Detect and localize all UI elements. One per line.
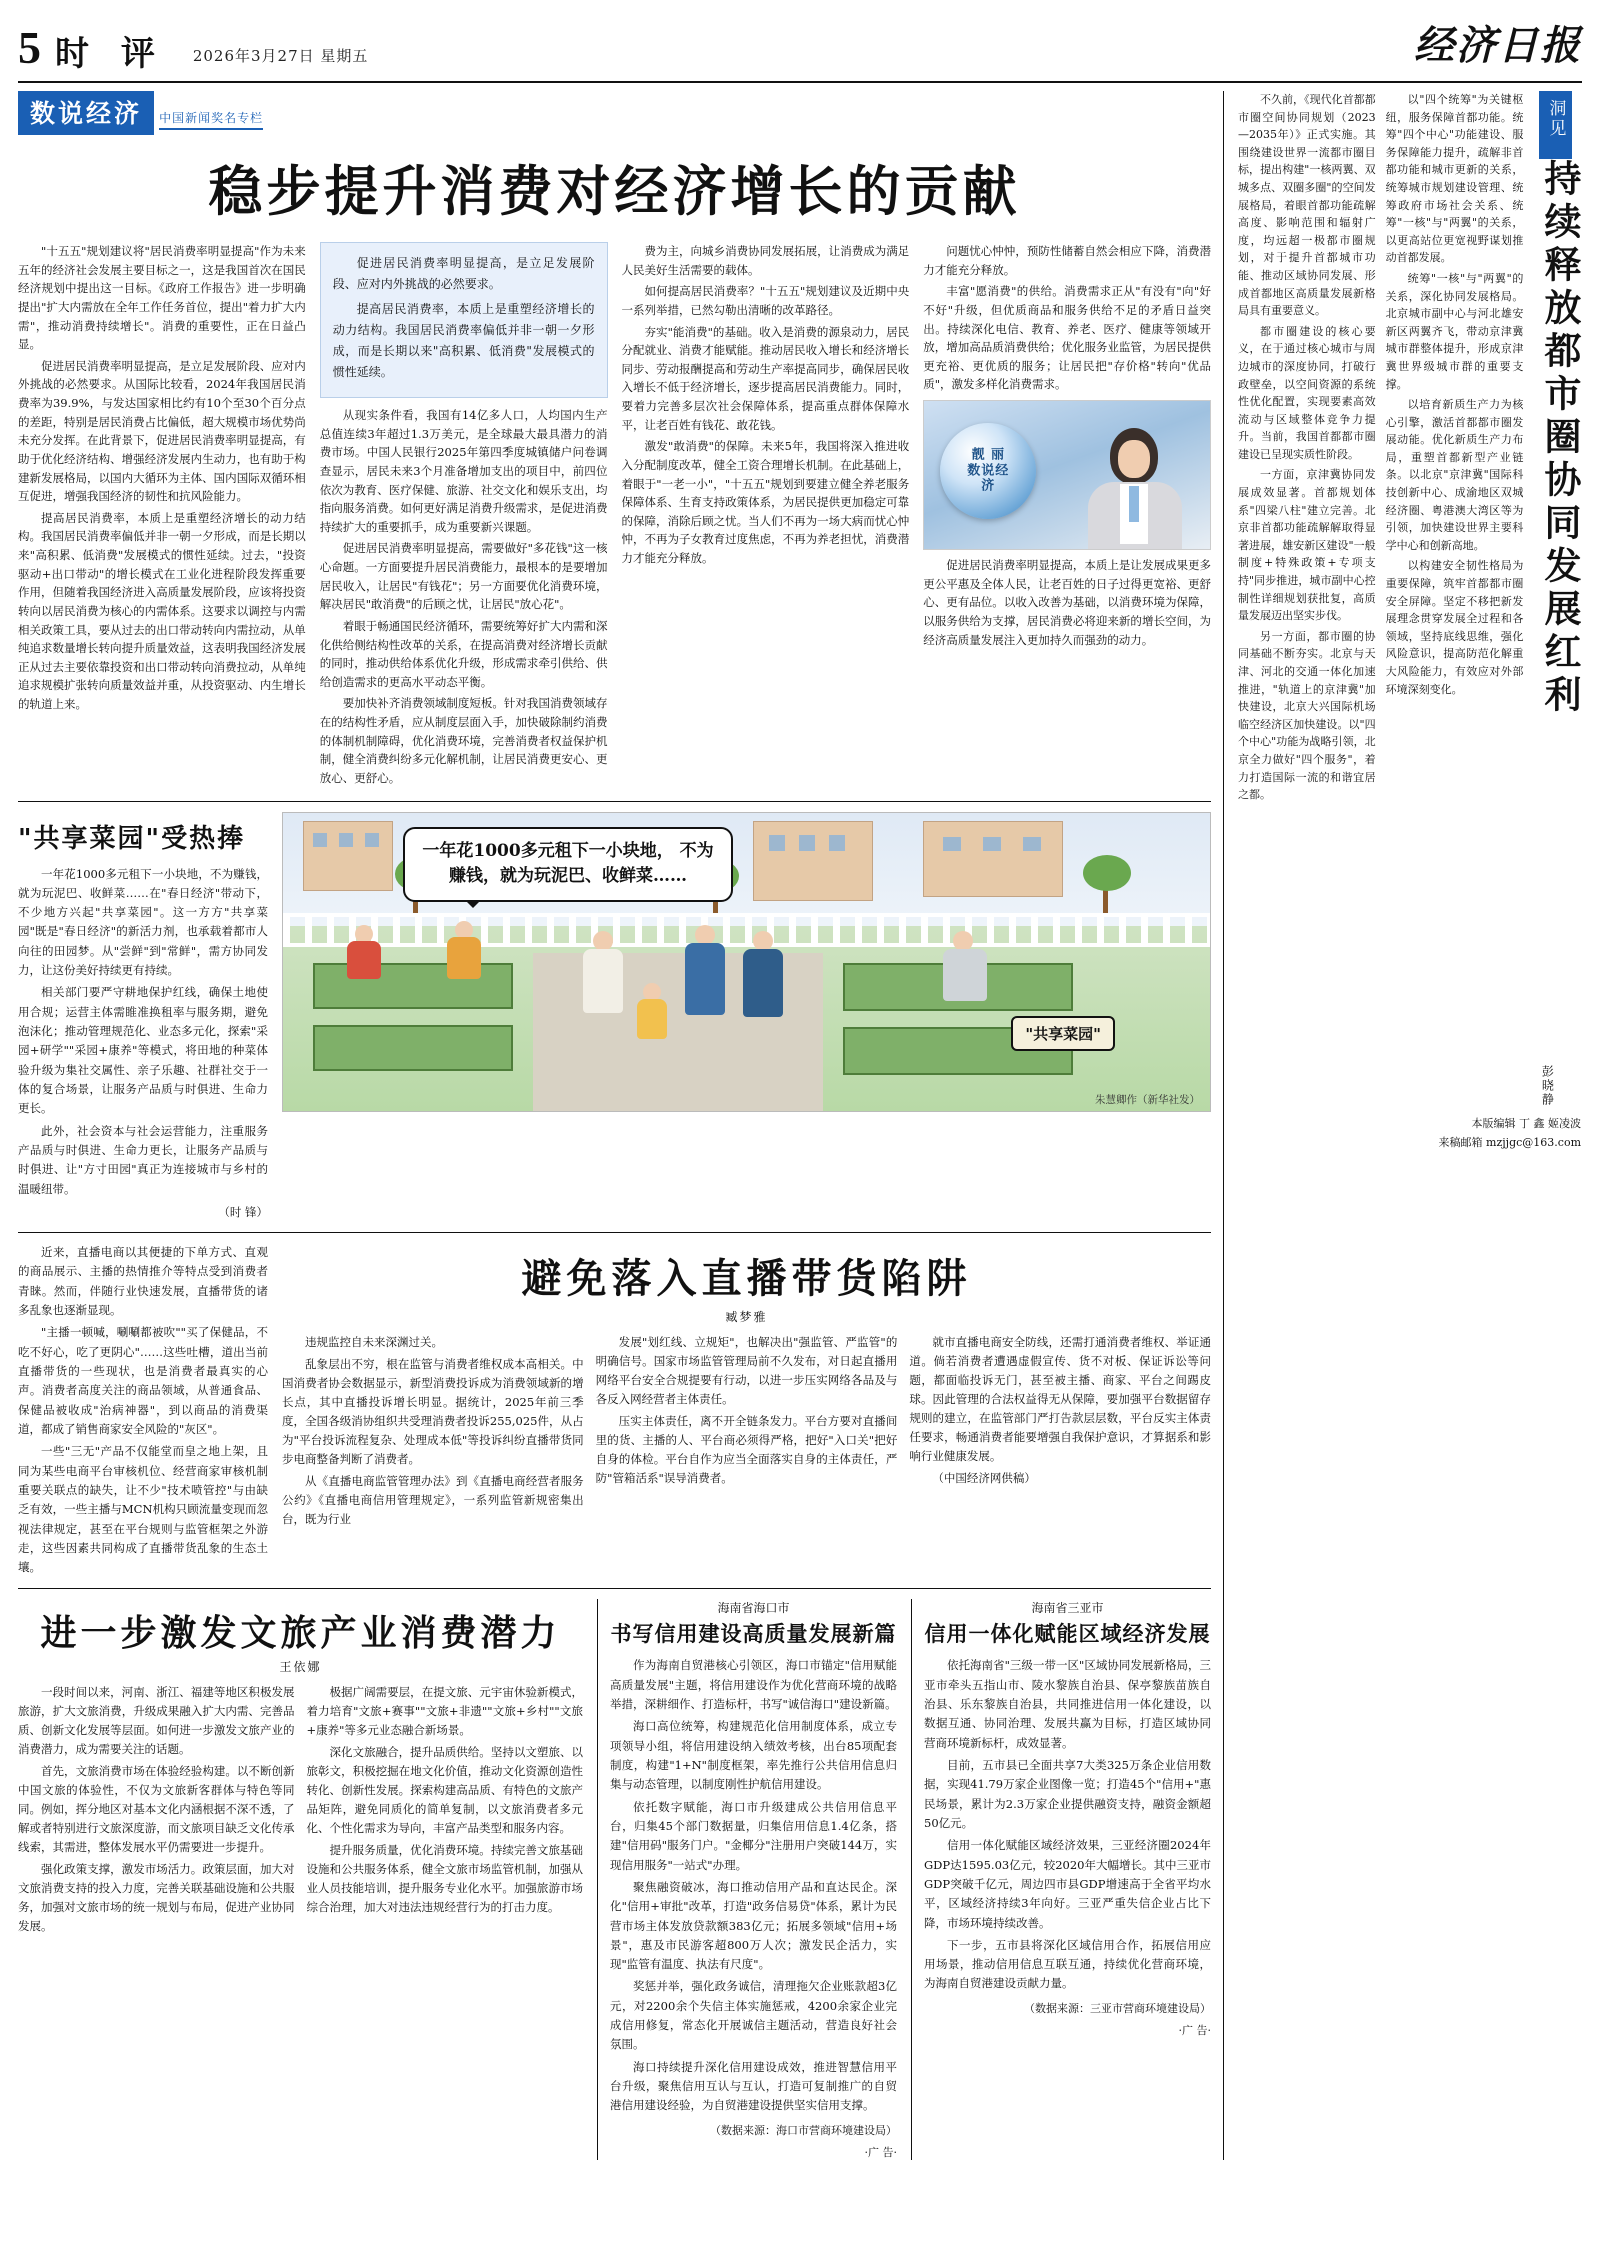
lead-c4-p1: 问题忧心忡忡，预防性储蓄自然会相应下降，消费潜力才能充分释放。 bbox=[923, 244, 1211, 277]
insight-article bbox=[1238, 91, 1581, 1107]
figure-body bbox=[943, 949, 987, 1001]
live-lead-p3: 一些"三无"产品不仅能堂而皇之地上架，且同为某些电商平台审核机位、经营商家审核机制重要关联点的缺失，让不少"技术喷管控"与由缺乏有效，一些主播与MCN机构只顾流量变现而忽视法律规定，甚至在平台规则与监管框架之外游走，这些因素共同构成了直播带货乱象的生态土壤。 bbox=[18, 1444, 268, 1575]
haikou-p2: 海口高位统筹，构建规范化信用制度体系，成立专项领导小组，将信用建设纳入绩效考核，出台85项配套制度，构建"1+N"制度框架，率先推行公共信用信息归集与动态管理，以制度刚性护航信用建设。 bbox=[610, 1719, 897, 1792]
page-body bbox=[18, 91, 1582, 2160]
insight-columns bbox=[1238, 91, 1523, 807]
sanya-title: 信用一体化赋能区域经济发展 bbox=[924, 1621, 1211, 1647]
haikou-source: （数据来源：海口市营商环境建设局） bbox=[710, 2123, 897, 2137]
figure-head bbox=[695, 925, 715, 945]
garden-p3: 此外，社会资本与社会运营能力，注重服务产品质与时俱进、生命力更长，让服务产品质与时俱进、让"方寸田园"真正为连接城市与乡村的温暖纽带。 bbox=[18, 1123, 268, 1196]
paper-name: 经济日报 bbox=[1414, 22, 1582, 69]
insight-headline: 持续释放都市圈协同发展红利 bbox=[1538, 159, 1582, 718]
live-c2-p2: 压实主体责任，离不开全链条发力。平台方要对直播间里的货、主播的人、平台商必须得严格，把好"入口关"把好自身的体检。平台自作为应当全面落实自身的主体责任，严防"管箱活系"误导消费者。 bbox=[595, 1414, 898, 1485]
haikou-body bbox=[610, 1656, 897, 2115]
livestream-title: 避免落入直播带货陷阱 bbox=[521, 1255, 972, 1303]
haikou-advertorial bbox=[597, 1599, 897, 2159]
live-lead-p1: 近来，直播电商以其便捷的下单方式、直观的商品展示、主播的热情推介等特点受到消费者青睐。然而，伴随行业快速发展，直播带货的诸多乱象也逐渐显现。 bbox=[18, 1245, 268, 1318]
paper-masthead bbox=[1414, 14, 1582, 71]
sanya-city: 海南省三亚市 bbox=[1031, 1601, 1104, 1616]
submission-email: 来稿邮箱 mzjjgc@163.com bbox=[1438, 1135, 1581, 1149]
window-8 bbox=[983, 837, 1001, 851]
bottom-section bbox=[18, 1588, 1211, 2159]
lead-c2-p2: 促进居民消费率明显提高，需要做好"多花钱"这一核心命题。一方面要提升居民消费能力，最根本的是要增加居民收入，让居民"有钱花"；另一方面要优化消费环境，解决居民"敢消费"的后顾之忧，让居民"放心花"。 bbox=[319, 541, 608, 612]
haikou-p5: 奖惩并举，强化政务诚信，清理拖欠企业账款超3亿元，对2200余个失信主体实施惩戒，4200余家企业完成信用修复，常态化开展诚信主题活动，营造良好社会氛围。 bbox=[610, 1979, 897, 2052]
figure-head bbox=[753, 931, 773, 951]
garden-section bbox=[18, 812, 1211, 1223]
lead-col-3 bbox=[622, 242, 910, 791]
sanya-p4: 下一步，五市县将深化区域信用合作，拓展信用应用场景，推动信用信息互联互通，持续优化营商环境，为海南自贸港建设贡献力量。 bbox=[924, 1937, 1211, 1991]
lead-col-1 bbox=[18, 242, 306, 791]
haikou-city: 海南省海口市 bbox=[717, 1601, 790, 1616]
cul-c1-p2: 首先，文旅消费市场在体验经验构建。以不断创新中国文旅的体验性，不仅为文旅新客群体与特色等同同。例如，挥分地区对基本文化内涵根据不深不透，了解或者特别进行文旅深度游，而文旅项目缺乏文化传承线索，其需进，整体发展水平仍需要进一步提升。 bbox=[18, 1764, 295, 1855]
insight-stamp: 洞见 bbox=[1539, 91, 1572, 159]
garden-illustration bbox=[282, 812, 1211, 1223]
sanya-ad-label: ·广 告· bbox=[1178, 2023, 1211, 2037]
figure-body bbox=[685, 943, 725, 1015]
masthead bbox=[18, 14, 1582, 77]
livestream-section bbox=[18, 1243, 1211, 1580]
haikou-p1: 作为海南自贸港核心引领区，海口市锚定"信用赋能高质量发展"主题，将信用建设作为优化营商环境的战略举措，深耕细作、打造标杆，书写"诚信海口"建设新篇。 bbox=[610, 1658, 897, 1712]
culture-byline: 王依娜 bbox=[279, 1660, 322, 1675]
culture-article bbox=[18, 1599, 583, 2159]
globe-label: 靓 丽 数说经济 bbox=[967, 447, 1010, 494]
insight-col-1 bbox=[1238, 91, 1376, 807]
lead-headline: 稳步提升消费对经济增长的贡献 bbox=[208, 159, 1021, 223]
live-c1-p3: 从《直播电商监管管理办法》到《直播电商经营者服务公约》《直播电商信用管理规定》，一系列监管新规密集出台，既为行业 bbox=[282, 1473, 584, 1526]
right-column bbox=[1223, 91, 1581, 2160]
window-2 bbox=[339, 833, 353, 847]
divider-1 bbox=[18, 801, 1211, 802]
lead-p2: 促进居民消费率明显提高，是立足发展阶段、应对内外挑战的必然要求。从国际比较看，2024年我国居民消费率为39.9%，与发达国家相比约有10个至30个百分点的差距，特别是居民消费占比偏低，超大规模市场优势尚未充分发挥。在此背景下，促进居民消费率明显提高，有助于优化经济结构、增强经济发展内生动力，也有助于构建新发展格局，以国内大循环为主体、国内国际双循环相互促进，增强我国经济的韧性和抗风险能力。 bbox=[18, 358, 306, 504]
editor-line: 本版编辑 丁 鑫 姬凌波 bbox=[1471, 1117, 1581, 1130]
live-lead-p2: "主播一顿喊，唰唰都被吹""买了保健品，不吃不好心，吃了更阴心"……这些吐槽，道出当前直播带货的一些现状，也是消费者最真实的心声。消费者高度关注的商品领域，从普通食品、保健品被收成"治病神器"，到以商品的消费渠道，都成了销售商家安全风险的"灰区"。 bbox=[18, 1325, 268, 1436]
garden-sign: （时 锋） bbox=[218, 1204, 268, 1219]
sanya-advertorial bbox=[911, 1599, 1211, 2159]
lead-p3: 提高居民消费率，本质上是重塑经济增长的动力结构。我国居民消费率偏低并非一朝一夕形成，而是长期以来"高积累、低消费"发展模式的惯性延续。过去，"投资驱动+出口带动"的增长模式在工业化进程阶段发挥重要作用，但随着我国经济进入高质量发展阶段，应该将投资转向以居民消费为核心的内需体系。这要求以调控与内需相关政策工具，要从过去的出口带动转向内需拉动，从单纯追求数量增长转向提升质量效益，这表明我国经济发展正从过去主要依靠投资和出口带动转向消费拉动，从单纯追求规模扩张转向质量效益并重，从投资驱动、内生增长的轨道上来。 bbox=[18, 510, 306, 711]
lead-box-p1: 促进居民消费率明显提高，是立足发展阶段、应对内外挑战的必然要求。 bbox=[332, 256, 595, 291]
live-col-3 bbox=[909, 1333, 1211, 1532]
lead-col-2 bbox=[320, 242, 608, 791]
ins-c1-p1: 不久前，《现代化首都都市圈空间协同规划（2023—2035年）》正式实施。其围绕建设世界一流都市圈目标，提出构建"一核两翼、双城多点、双圈多圈"的空间发展格局，着眼首都功能疏解高度、影响范围和辐射广度，均远超一极都市圈规划，对于提升首都城市功能、推动区域协同发展、形成首都地区高质量发展新格局具有重要意义。 bbox=[1238, 93, 1376, 318]
lead-highlight-box bbox=[320, 242, 608, 398]
haikou-p6: 海口持续提升深化信用建设成效，推进智慧信用平台升级，聚焦信用互认与互认，打造可复制推广的自贸港信用建设经验，为自贸港建设提供坚实信用支撑。 bbox=[610, 2059, 897, 2113]
ins-c2-p4: 以构建安全韧性格局为重要保障，筑牢首都都市圈安全屏障。坚定不移把新发展理念贯穿发展全过程和各领域，坚持底线思维，强化风险意识，提高防范化解重大风险能力，有效应对外部环境深刻变化。 bbox=[1385, 559, 1524, 696]
sanya-body bbox=[924, 1656, 1211, 1993]
commentator-portrait bbox=[1080, 424, 1190, 549]
live-c1-p2: 乱象层出不穷，根在监管与消费者维权成本高相关。中国消费者协会数据显示，新型消费投诉成为消费领域新的增长点，其中直播投诉增长明显。据统计，2025年前三季度，全国各级消协组织共受理消费者投诉255,025件，从占为"平台投诉流程复杂、处理成本低"等投诉纠纷直播带货同步电商整备判断了消费者。 bbox=[282, 1357, 584, 1466]
window-6 bbox=[829, 835, 845, 851]
cartoon-canvas bbox=[282, 812, 1211, 1112]
sanya-p2: 目前，五市县已全面共享7大类325万条企业信用数据，实现41.79万家企业图像一览；打造45个"信用+"惠民场景，累计为2.3万家企业提供融资支持，融资金额超50亿元。 bbox=[924, 1758, 1211, 1830]
livestream-byline: 臧梦雅 bbox=[725, 1310, 768, 1325]
column-badge bbox=[18, 91, 1211, 135]
sanya-p1: 依托海南省"三级一带一区"区域协同发展新格局，三亚市牵头五指山市、陵水黎族自治县、保亭黎族苗族自治县、乐东黎族自治县，共同推进信用一体化建设，以数据互通、协同治理、发展共赢为目标，打造区域协同营商环境新标杆，成效显著。 bbox=[924, 1658, 1211, 1750]
cul-c2-p3: 提升服务质量，优化消费环境。持续完善文旅基础设施和公共服务体系，健全文旅市场监管机制，加强从业人员技能培训，提升服务专业化水平。加强旅游市场综合治理，加大对违法违规经营行为的打击力度。 bbox=[306, 1843, 583, 1915]
lead-c2-p1: 从现实条件看，我国有14亿多人口，人均国内生产总值连续3年超过1.3万美元，是全球最大最具潜力的消费市场。中国人民银行2025年第四季度城镇储户问卷调查显示，居民未来3个月准备增加支出的项目中，前四位依次为教育、医疗保健、旅游、社交文化和娱乐支出，均指向服务消费。如何更好满足消费升级需求，是促进消费持续扩大的重要抓手，成为重要新兴课题。 bbox=[319, 408, 608, 534]
building-2 bbox=[753, 821, 873, 901]
live-col-2 bbox=[596, 1333, 898, 1532]
livestream-main bbox=[282, 1243, 1211, 1580]
cul-c1-p3: 强化政策支撑，激发市场活力。政策层面，加大对文旅消费支持的投入力度，完善关联基础设施和公共服务，加强对文旅市场的统一规划与布局，促进产业协同发展。 bbox=[18, 1862, 295, 1934]
insight-body bbox=[1238, 91, 1533, 1107]
lead-c3-p3: 夯实"能消费"的基础。收入是消费的源泉动力，居民分配就业、消费才能赋能。推动居民收入增长和经济增长同步、劳动报酬提高和劳动生产率提高同步，确保居民收入增长不低于经济增长，逐步提高居民消费能力。同时，要着力完善多层次社会保障体系，提高重点群体保障水平，让老百姓有钱花、敢花钱。 bbox=[621, 324, 910, 432]
garden-plot-2 bbox=[313, 1025, 513, 1071]
ins-c2-p3: 以培育新质生产力为核心引擎，激活首都都市圈发展动能。优化新质生产力布局，重塑首都新型产业链条。以北京"京津冀"国际科技创新中心、成渝地区双城经济圈、粤港澳大湾区等为引领，加快建设世界主要科学中心和创新高地。 bbox=[1385, 398, 1524, 552]
publication-date: 2026年3月27日 星期五 bbox=[192, 47, 369, 65]
figure-body bbox=[447, 937, 481, 979]
window-9 bbox=[1023, 837, 1041, 851]
globe-graphic bbox=[940, 423, 1036, 519]
livestream-lead-body bbox=[18, 1243, 268, 1577]
livestream-lead bbox=[18, 1243, 268, 1580]
lead-p1: "十五五"规划建议将"居民消费率明显提高"作为未来五年的经济社会发展主要目标之一，这是我国首次在国民经济规划中提出这一目标。《政府工作报告》进一步明确提出"扩大内需放在全年工作任务首位，提出"着力扩大内需"，推动消费持续增长"。消费的重要性，正在日益凸显。 bbox=[18, 244, 306, 352]
haikou-p4: 聚焦融资破冰，海口推动信用产品和直达民企。深化"信用+审批"改革，打造"政务信易贷"体系，累计为民营市场主体发放贷款额383亿元；拓展多领域"信用+场景"，惠及市民游客超800万人次；激发民企活力，实现"监管有温度、执法有尺度"。 bbox=[610, 1879, 897, 1972]
lead-c3-p2: 如何提高居民消费率？"十五五"规划建议及近期中央一系列举措，已然勾勒出清晰的改革路径。 bbox=[621, 284, 910, 317]
ins-c2-p1: 以"四个统筹"为关键枢纽，服务保障首都功能。统筹"四个中心"功能建设、服务保障能力提升，疏解非首都功能和城市更新的关系，统筹城市规划建设管理、统筹政府市场社会关系、统筹"一核"与"两翼"的关系，以更高站位更宽视野谋划推动首都发展。 bbox=[1385, 93, 1524, 265]
cul-c2-p2: 深化文旅融合，提升品质供给。坚持以文塑旅、以旅彰文，积极挖掘在地文化价值，推动文化资源创造性转化、创新性发展。探索构建高品质、有特色的文旅产品矩阵，避免同质化的简单复制，以文旅消费者多元化、个性化需求为导向，丰富产品类型和服务内容。 bbox=[306, 1745, 583, 1836]
live-c1-p1: 违规监控自未来深渊过关。 bbox=[305, 1335, 443, 1350]
cartoon-signboard: "共享菜园" bbox=[1011, 1016, 1115, 1051]
fence-back bbox=[283, 913, 1210, 947]
lead-box-p2: 提高居民消费率，本质上是重塑经济增长的动力结构。我国居民消费率偏低并非一朝一夕形成，而是长期以来"高积累、低消费"发展模式的惯性延续。 bbox=[332, 302, 595, 379]
window-1 bbox=[313, 833, 327, 847]
badge-sublabel: 中国新闻奖名专栏 bbox=[159, 109, 263, 130]
figure-body bbox=[743, 949, 783, 1017]
lead-c4-p3: 促进居民消费率明显提高，本质上是让发展成果更多更公平惠及全体人民，让老百姓的日子过得更宽裕、更舒心、更有品位。以收入改善为基础，以消费环境为保障，以服务供给为支撑，居民消费必将迎来新的增长空间，为经济高质量发展注入更加持久而强劲的动力。 bbox=[923, 558, 1211, 647]
window-5 bbox=[799, 835, 815, 851]
window-7 bbox=[943, 837, 961, 851]
portrait-face bbox=[1118, 440, 1150, 478]
cartoon-speech-bubble: 一年花1000多元租下一小块地， 不为赚钱，就为玩泥巴、收鲜菜…… bbox=[403, 827, 733, 902]
cul-c1-p1: 一段时间以来，河南、浙江、福建等地区积极发展旅游，扩大文旅消费，升级成果融入扩大内需、完善品质、创新文化发展等层面。如何进一步激发文旅产业的消费潜力，成为需要关注的话题。 bbox=[18, 1685, 295, 1757]
portrait-scarf bbox=[1129, 486, 1139, 522]
divider-2 bbox=[18, 1232, 1211, 1233]
lead-c2-p4: 要加快补齐消费领域制度短板。针对我国消费领域存在的结构性矛盾，应从制度层面入手，加快破除制约消费的体制机制障碍，优化消费环境，完善消费者权益保护机制，健全消费纠纷多元化解机制，让居民消费更安心、更放心、更舒心。 bbox=[319, 696, 608, 785]
figure-head bbox=[455, 921, 473, 939]
garden-text bbox=[18, 812, 268, 1223]
garden-p1: 一年花1000多元租下一小块地，不为赚钱，就为玩泥巴、收鲜菜……在"春日经济"带动下，不少地方兴起"共享菜园"。这一方方"共享菜园"既是"春日经济"的新活力剂，也承载着都市人向往的田园梦。从"尝鲜"到"常鲜"，需方协同发力，让这份美好持续更有持续。 bbox=[18, 866, 268, 978]
live-c2-p1: 发展"划红线、立规矩"，也解决出"强监管、严监管"的明确信号。国家市场监管管理局前不久发布，对日起直播用网络平台安全合规提要有行动，以进一步压实网络各品及与各反入网经营者主体责任。 bbox=[595, 1335, 898, 1407]
cartoon-credit: 朱慧卿作（新华社发） bbox=[1095, 1093, 1200, 1106]
culture-title: 进一步激发文旅产业消费潜力 bbox=[40, 1612, 561, 1655]
lead-col-4 bbox=[923, 242, 1211, 791]
window-3 bbox=[365, 833, 379, 847]
lead-c3-p1: 费为主，向城乡消费协同发展拓展，让消费成为满足人民美好生活需要的载体。 bbox=[621, 244, 910, 277]
figure-head bbox=[593, 931, 613, 951]
haikou-ad-label: ·广 告· bbox=[864, 2145, 897, 2159]
live-c3-p2: （中国经济网供稿） bbox=[932, 1470, 1036, 1485]
garden-body bbox=[18, 865, 268, 1223]
figure-head bbox=[355, 925, 373, 943]
haikou-p3: 依托数字赋能，海口市升级建成公共信用信息平台，归集45个部门数据量，归集信用信息1.4亿条，搭建"信用码"服务门户。"金椰分"注册用户突破144万，实现信用服务"一站式"办理。 bbox=[610, 1799, 897, 1872]
left-column bbox=[18, 91, 1223, 2160]
garden-p2: 相关部门要严守耕地保护红线，确保土地使用合规；运营主体需睢准换租率与服务期，避免泡沫化；推动管理规范化、业态多元化，探索"采园+研学""采园+康养"等模式，将田地的种菜体验升级为集社交属性、亲子乐趣、社群社交于一体的复合场景，让服务产品质与时俱进、生命力更长。 bbox=[18, 985, 268, 1116]
badge-label: 数说经济 bbox=[18, 91, 154, 135]
sanya-source: （数据来源：三亚市营商环境建设局） bbox=[1024, 2001, 1211, 2015]
window-4 bbox=[769, 835, 785, 851]
figure-body bbox=[637, 999, 667, 1039]
lead-c2-p3: 着眼于畅通国民经济循环，需要统筹好扩大内需和深化供给侧结构性改革的关系，在提高消费对经济增长贡献的同时，推动供给体系优化升级，形成需求牵引供给、供给创造需求的更高水平动态平衡。 bbox=[319, 618, 608, 689]
figure-body bbox=[347, 941, 381, 979]
live-col-1 bbox=[282, 1333, 584, 1532]
figure-head bbox=[643, 983, 661, 1001]
lead-c4-p2: 丰富"愿消费"的供给。消费需求正从"有没有"向"好不好"升级，但优质商品和服务供给不足的矛盾日益突出。持续深化电信、教育、养老、医疗、健康等领域开放，增加高品质消费供给；优化服务业监管，为居民提供更充裕、更优质的服务；让居民把"存价格"转向"优品质"，激发多样化消费需求。 bbox=[923, 284, 1211, 392]
cul-c2-p1: 极据广阔需要层，在提文旅、元宇宙休验新模式，着力培育"文旅+赛事""文旅+非遗""文旅+乡村""文旅+康养"等多元业态融合新场景。 bbox=[306, 1685, 583, 1738]
ins-c2-p2: 统筹"一核"与"两翼"的关系，深化协同发展格局。北京城市副中心与河北雄安新区两翼齐飞，带动京津冀城市群整体提升，形成京津冀世界级城市群的重要支撑。 bbox=[1385, 271, 1524, 391]
figure-head bbox=[953, 931, 973, 951]
figure-body bbox=[583, 949, 623, 1013]
tree-3 bbox=[1083, 855, 1131, 891]
ins-c1-p4: 另一方面，都市圈的协同基础不断夯实。北京与天津、河北的交通一体化加速推进，"轨道上的京津冀"加快建设，北京大兴国际机场临空经济区加快建设。以"四个中心"功能为战略引领，北京全力做好"四个服务"，着力打造国际一流的和谐宜居之都。 bbox=[1238, 629, 1376, 802]
ins-c1-p2: 都市圈建设的核心要义，在于通过核心城市与周边城市的深度协同，打破行政壁垒，以空间资源的系统性优化配置，实现要素高效流动与区域整体竞争力提升。当前，我国首都都市圈建设已呈现实质性阶段。 bbox=[1238, 324, 1376, 461]
garden-plot-1 bbox=[313, 963, 513, 1009]
culture-col-1 bbox=[18, 1683, 295, 1939]
section-name: 时 评 bbox=[55, 34, 165, 74]
garden-title: "共享菜园"受热捧 bbox=[18, 823, 246, 854]
author-photo bbox=[923, 400, 1211, 550]
building-3 bbox=[923, 821, 1063, 897]
sanya-p3: 信用一体化赋能区域经济效果，三亚经济圈2024年GDP达1595.03亿元，较2020年大幅增长。其中三亚市GDP突破千亿元，周边四市县GDP增速高于全省平均水平，区域经济持续3年向好。三亚严重失信企业占比下降，市场环境持续改善。 bbox=[924, 1838, 1211, 1930]
page-number: 5 bbox=[18, 22, 41, 73]
culture-col-2 bbox=[307, 1683, 584, 1939]
masthead-rule bbox=[18, 81, 1582, 83]
page-editor-credits bbox=[1238, 1115, 1581, 1152]
livestream-columns bbox=[282, 1333, 1211, 1532]
haikou-title: 书写信用建设高质量发展新篇 bbox=[610, 1621, 897, 1647]
live-c3-p1: 就市直播电商安全防线，还需打通消费者维权、举证通道。倘若消费者遭遇虚假宣传、货不对板、保证诉讼等问题，都面临投诉无门，甚至被主播、商家、平台之间踢皮球。因此管理的合法权益得无从保障，要加强平台数据留存规则的建立，在监管部门严打告款层层数，平台反实主体责任要求，畅通消费者能要增强自我保护意识，才算据系和影响行业健康发展。 bbox=[909, 1335, 1212, 1463]
insight-headline-area bbox=[1533, 91, 1581, 1107]
building-1 bbox=[303, 821, 393, 891]
lead-article-columns bbox=[18, 242, 1211, 791]
ins-c1-p3: 一方面，京津冀协同发展成效显著。首都规划体系"四梁八柱"建立完善。北京非首都功能疏解解取得显著进展，雄安新区建设"一般制度+特殊政策+专项支持"同步推进，城市副中心控制性详细规划获批复，高质量发展迈出坚实步伐。 bbox=[1238, 468, 1376, 623]
lead-c3-p4: 激发"敢消费"的保障。未来5年，我国将深入推进收入分配制度改革，健全工资合理增长机制。在此基础上，着眼于"一老一小"，"十五五"规划到要建立健全养老服务保障体系、生育支持政策体系，为居民提供更加稳定可靠的保障，消除后顾之忧。当人们不再为一场大病而忧心忡忡，不再为子女教育过度焦虑，不再为养老担忧，消费潜力才能充分释放。 bbox=[621, 439, 910, 565]
insight-author: 彭晓静 bbox=[1540, 1065, 1555, 1107]
culture-columns bbox=[18, 1683, 583, 1939]
insight-col-2 bbox=[1386, 91, 1524, 807]
